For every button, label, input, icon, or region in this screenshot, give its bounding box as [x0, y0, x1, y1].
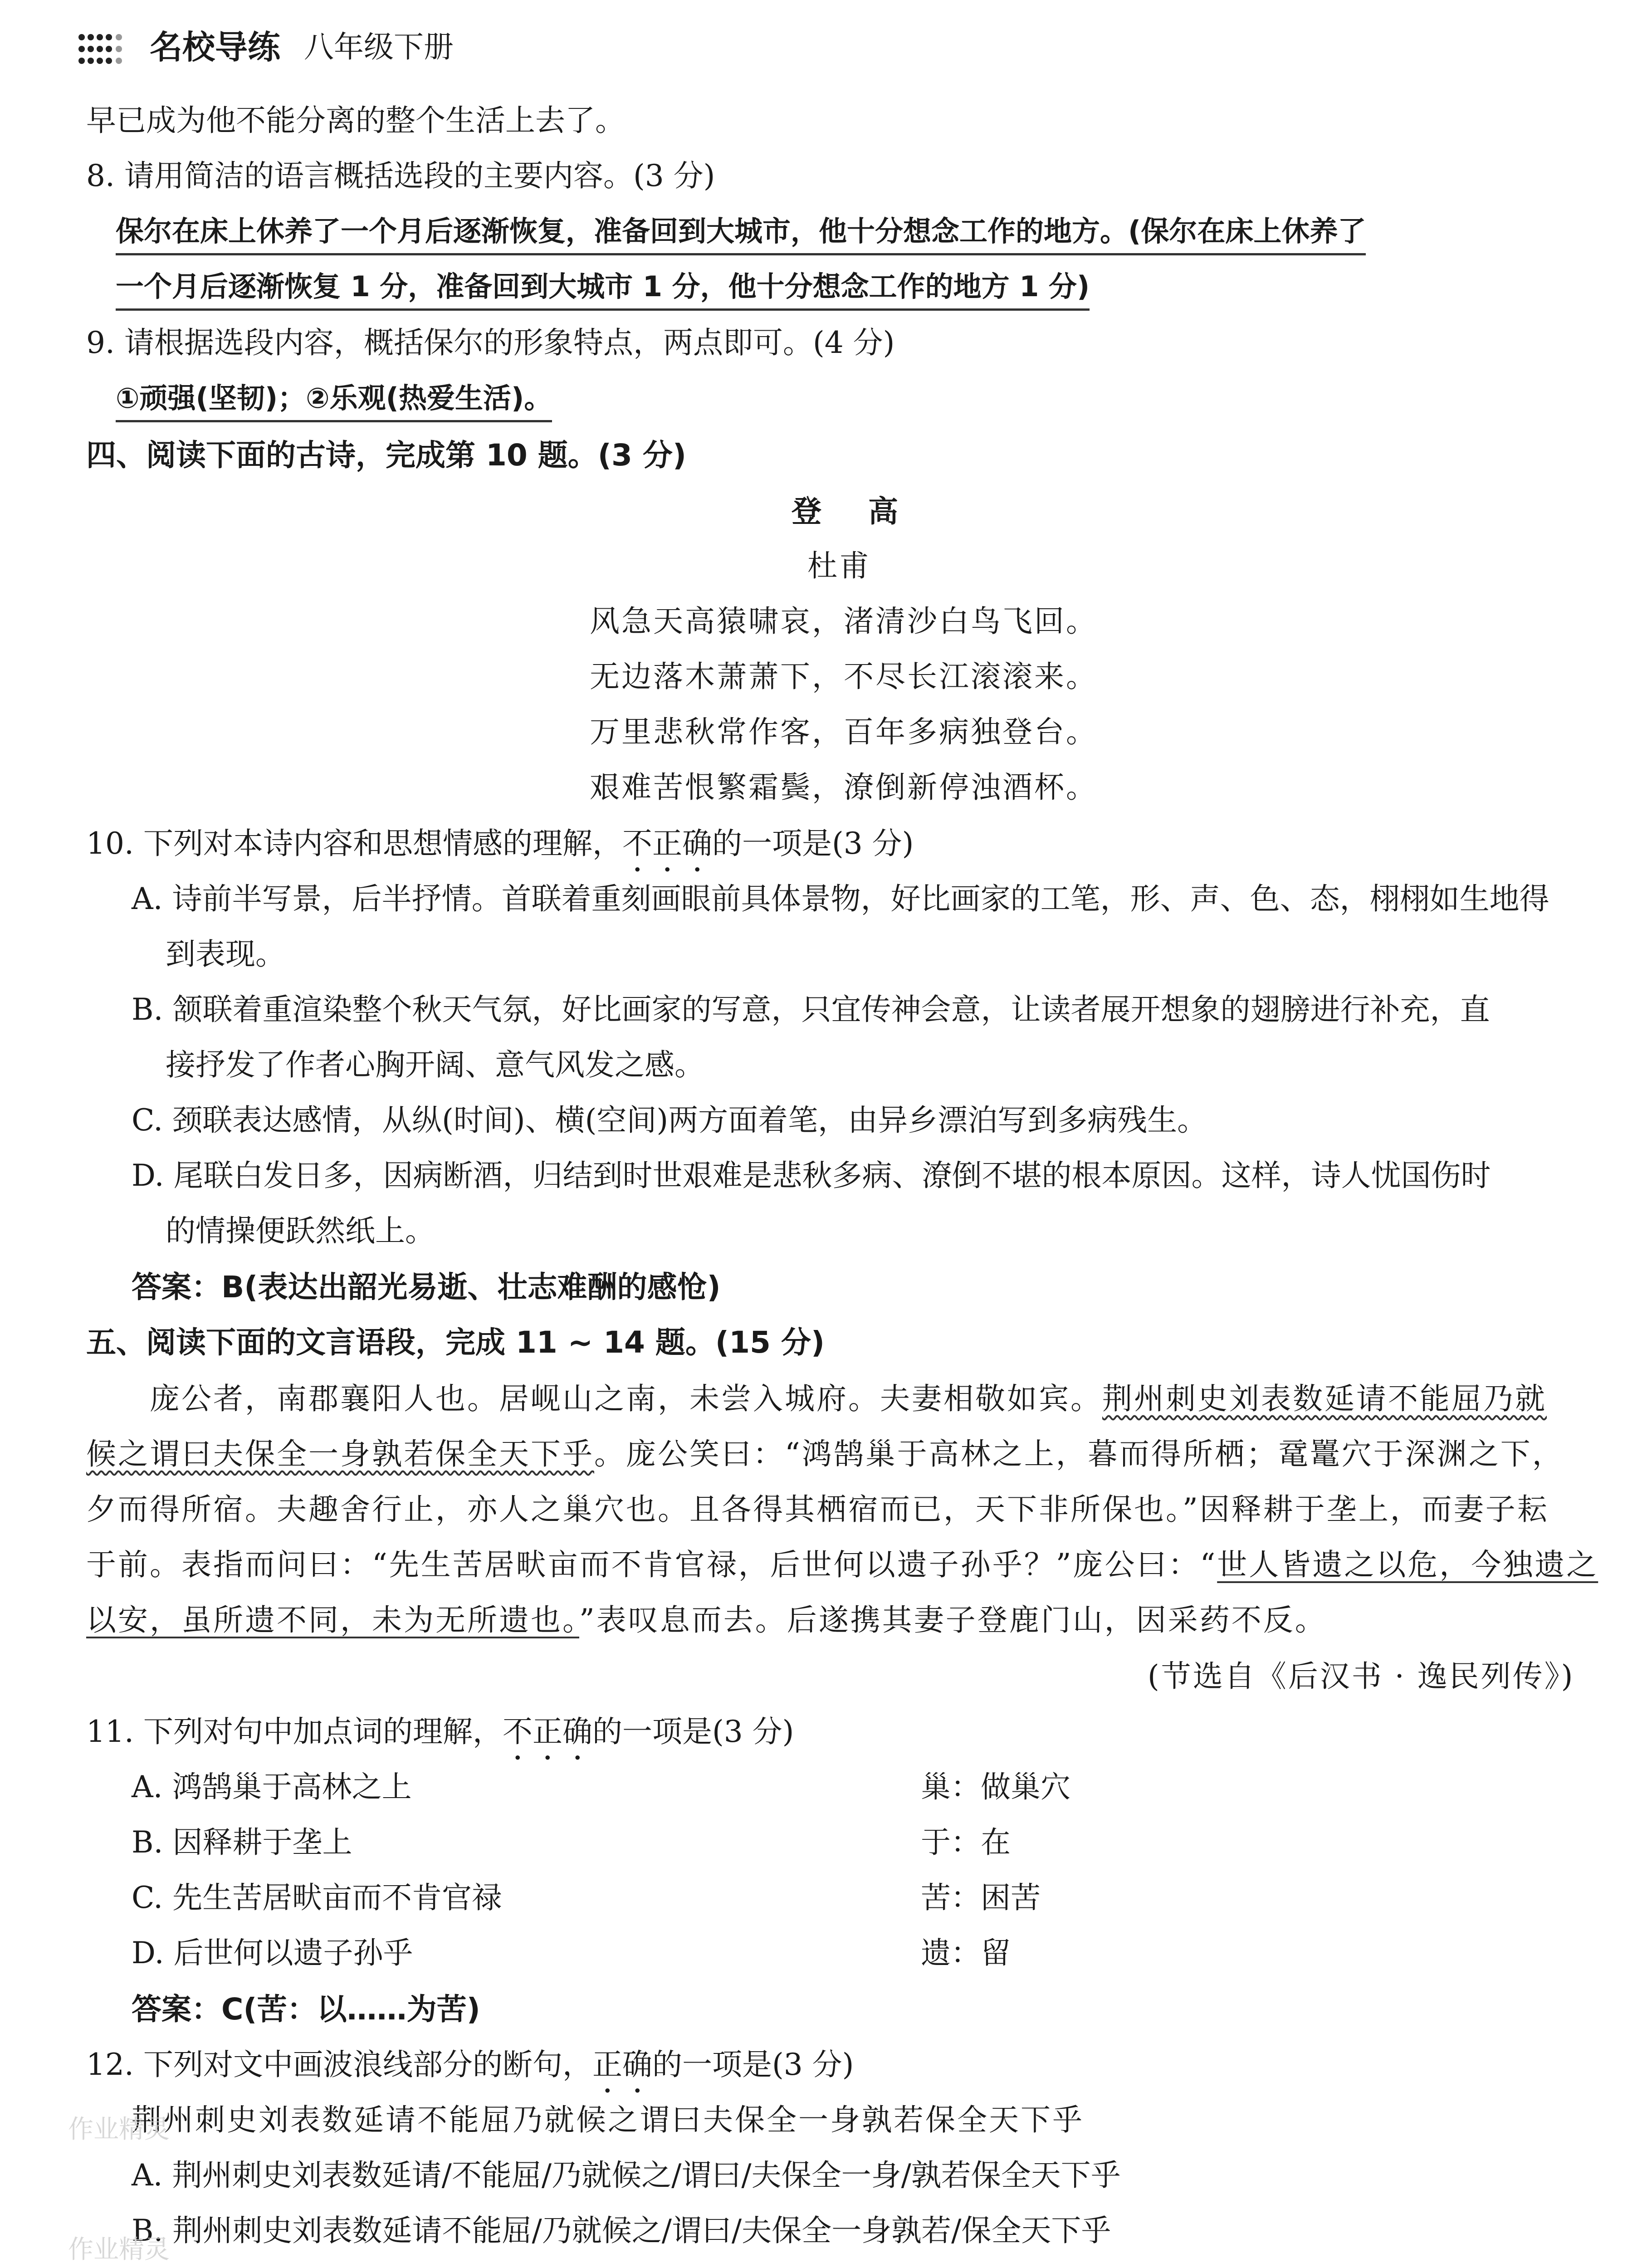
- emphasis-dotted-text: 正确: [592, 2047, 652, 2082]
- option-11c: C. 先生苦居畎亩而不肯官禄: [132, 1880, 502, 1915]
- poem-line-3: 万里悲秋常作客，百年多病独登台。: [590, 714, 1098, 749]
- answer-9: ①顽强(坚韧)；②乐观(热爱生活)。: [116, 376, 552, 422]
- question-10: 10. 下列对本诗内容和思想情感的理解，不正确的一项是(3 分): [86, 826, 914, 861]
- underlined-text: 以安，虽所遗不同，未为无所遗也。: [86, 1603, 579, 1637]
- option-10b-line2: 接抒发了作者心胸开阔、意气风发之感。: [166, 1047, 704, 1082]
- wavy-underlined-text: 荆州刺史刘表数延请不能屈乃就: [1102, 1381, 1547, 1416]
- poem-title: 登 高: [792, 494, 916, 529]
- underlined-text: 世人皆遗之以危，今独遗之: [1217, 1547, 1598, 1582]
- wavy-underlined-text: 候之谓曰夫保全一身孰若保全天下乎: [86, 1437, 594, 1471]
- option-10b-line1: B. 颔联着重渲染整个秋天气氛，好比画家的写意，只宜传神会意，让读者展开想象的翅膀进行补充，直: [132, 992, 1490, 1027]
- option-10c: C. 颈联表达感情，从纵(时间)、横(空间)两方面着笔，由异乡漂泊写到多病残生。: [132, 1103, 1207, 1138]
- option-11a-meaning: 巢：做巢穴: [921, 1769, 1070, 1804]
- option-11c-meaning: 苦：困苦: [921, 1880, 1041, 1915]
- option-11b: B. 因释耕于垄上: [132, 1825, 352, 1860]
- passage-line-4: 于前。表指而问曰：“先生苦居畎亩而不肯官禄，后世何以遗子孙乎？”庞公曰：“世人皆遗之以危，今独遗之: [86, 1547, 1598, 1582]
- answer-10: 答案：B(表达出韶光易逝、壮志难酬的感怆): [132, 1270, 721, 1305]
- option-11b-meaning: 于：在: [921, 1825, 1011, 1860]
- poem-line-4: 艰难苦恨繁霜鬓，潦倒新停浊酒杯。: [590, 770, 1098, 805]
- passage-line-3: 夕而得所宿。夫趣舍行止，亦人之巢穴也。且各得其栖宿而已，天下非所保也。”因释耕于垄上，而妻子耘: [86, 1492, 1549, 1527]
- question-9: 9. 请根据选段内容，概括保尔的形象特点，两点即可。(4 分): [86, 325, 895, 360]
- answer-11: 答案：C(苦：以……为苦): [132, 1992, 480, 2027]
- watermark: 作业精灵: [68, 2235, 170, 2264]
- section-5-heading: 五、阅读下面的文言语段，完成 11 ~ 14 题。(15 分): [86, 1325, 825, 1360]
- answer-8-line1: 保尔在床上休养了一个月后逐渐恢复，准备回到大城市，他十分想念工作的地方。(保尔在床上休养了: [116, 210, 1366, 255]
- emphasis-dotted-text: 不正确: [502, 1714, 592, 1749]
- poem-author: 杜甫: [807, 548, 871, 583]
- grade-label: 八年级下册: [304, 29, 454, 64]
- passage-line-1: 庞公者，南郡襄阳人也。居岘山之南，未尝入城府。夫妻相敬如宾。荆州刺史刘表数延请不能屈乃就: [150, 1381, 1547, 1416]
- passage-source: (节选自《后汉书 · 逸民列传》): [1148, 1659, 1575, 1694]
- question-12: 12. 下列对文中画波浪线部分的断句，正确的一项是(3 分): [86, 2047, 854, 2082]
- answer-8-line2: 一个月后逐渐恢复 1 分，准备回到大城市 1 分，他十分想念工作的地方 1 分): [116, 265, 1090, 311]
- option-11d: D. 后世何以遗子孙乎: [132, 1936, 413, 1970]
- section-4-heading: 四、阅读下面的古诗，完成第 10 题。(3 分): [86, 438, 687, 473]
- logo-dots-icon: [77, 31, 136, 67]
- poem-line-1: 风急天高猿啸哀，渚清沙白鸟飞回。: [590, 604, 1098, 639]
- option-10a-line1: A. 诗前半写景，后半抒情。首联着重刻画眼前具体景物，好比画家的工笔，形、声、色、态，栩栩如生地得: [132, 881, 1549, 916]
- option-12b: B. 荆州刺史刘表数延请不能屈/乃就候之/谓曰/夫保全一身孰若/保全天下乎: [132, 2213, 1111, 2248]
- emphasis-dotted-text: 不正确: [622, 826, 712, 861]
- option-11a: A. 鸿鹄巢于高林之上: [132, 1769, 412, 1804]
- option-11d-meaning: 遗：留: [921, 1936, 1011, 1970]
- question-12-text: 荆州刺史刘表数延请不能屈乃就候之谓曰夫保全一身孰若保全天下乎: [132, 2102, 1084, 2137]
- poem-line-2: 无边落木萧萧下，不尽长江滚滚来。: [590, 659, 1098, 694]
- watermark: 作业精灵: [68, 2115, 170, 2144]
- option-10a-line2: 到表现。: [166, 937, 285, 972]
- passage-line-5: 以安，虽所遗不同，未为无所遗也。”表叹息而去。后遂携其妻子登鹿门山，因采药不反。: [86, 1603, 1327, 1637]
- option-10d-line2: 的情操便跃然纸上。: [166, 1213, 435, 1248]
- brand-title: 名校导练: [150, 28, 281, 66]
- question-8: 8. 请用简洁的语言概括选段的主要内容。(3 分): [86, 158, 715, 193]
- option-10d-line1: D. 尾联白发日多，因病断酒，归结到时世艰难是悲秋多病、潦倒不堪的根本原因。这样，诗人忧国伤时: [132, 1158, 1491, 1193]
- option-12a: A. 荆州刺史刘表数延请/不能屈/乃就候之/谓曰/夫保全一身/孰若保全天下乎: [132, 2158, 1121, 2193]
- question-11: 11. 下列对句中加点词的理解，不正确的一项是(3 分): [86, 1714, 794, 1749]
- text-line-1: 早已成为他不能分离的整个生活上去了。: [86, 103, 625, 138]
- passage-line-2: 候之谓曰夫保全一身孰若保全天下乎。庞公笑曰：“鸿鹄巢于高林之上，暮而得所栖；鼋鼍穴于深渊之下，: [86, 1437, 1564, 1471]
